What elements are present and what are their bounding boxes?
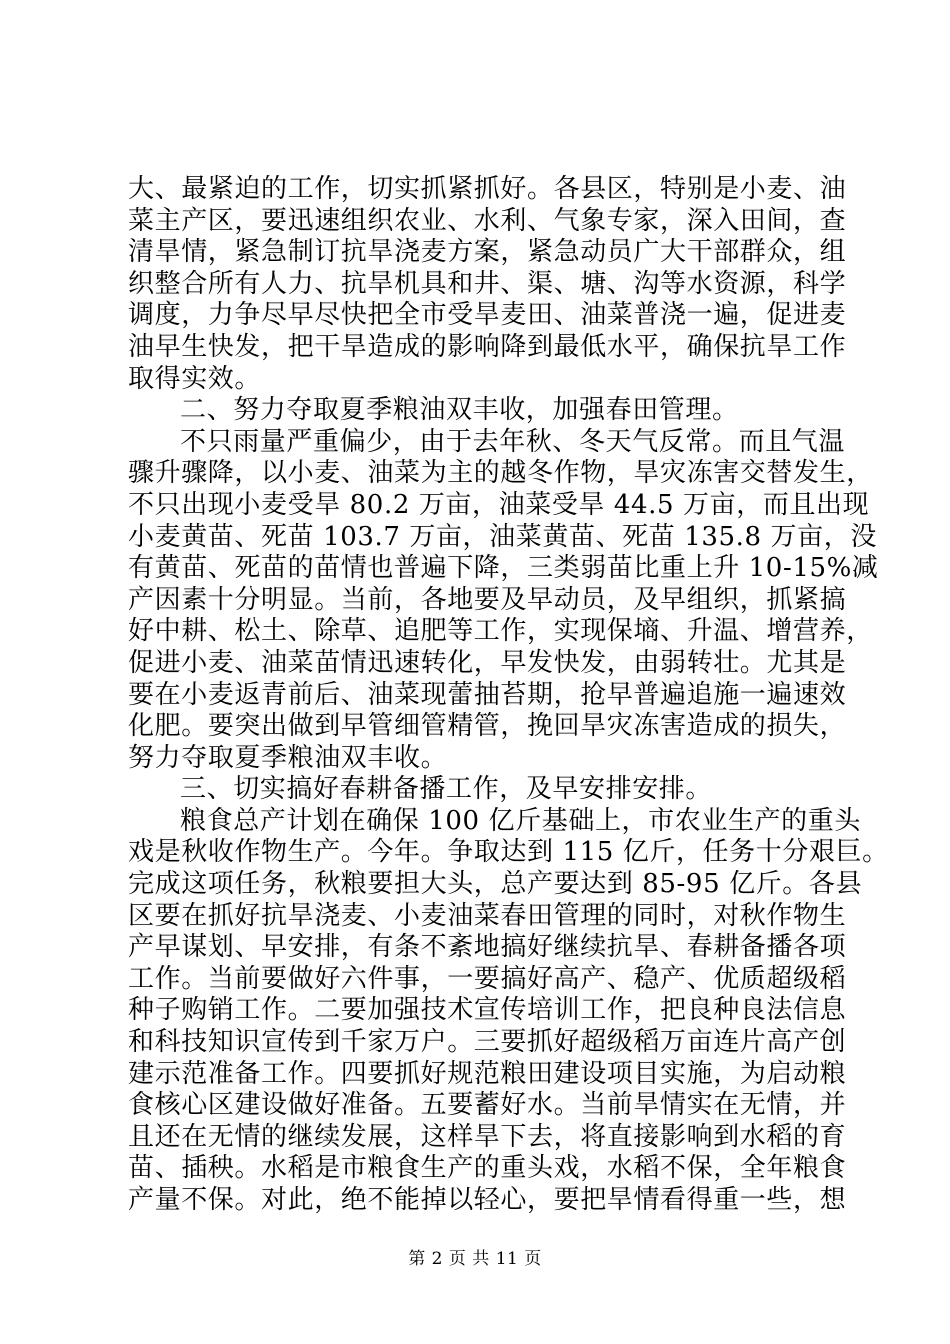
text-line: 产因素十分明显。当前，各地要及早动员，及早组织，抓紧搞 (128, 584, 847, 615)
text-line: 菜主产区，要迅速组织农业、水利、气象专家，深入田间，查 (128, 205, 847, 236)
text-line: 促进小麦、油菜苗情迅速转化，早发快发，由弱转壮。尤其是 (128, 647, 847, 678)
text-line: 好中耕、松土、除草、追肥等工作，实现保墒、升温、增营养， (128, 616, 873, 647)
text-line: 织整合所有人力、抗旱机具和井、渠、塘、沟等水资源，科学 (128, 268, 847, 299)
text-line: 苗、插秧。水稻是市粮食生产的重头戏，水稻不保，全年粮食 (128, 1153, 847, 1184)
text-line: 食核心区建设做好准备。五要蓄好水。当前旱情实在无情，并 (128, 1090, 847, 1121)
text-line: 小麦黄苗、死苗 103.7 万亩，油菜黄苗、死苗 135.8 万亩，没 (128, 521, 877, 552)
text-line: 油早生快发，把干旱造成的影响降到最低水平，确保抗旱工作 (128, 331, 847, 362)
text-line: 大、最紧迫的工作，切实抓紧抓好。各县区，特别是小麦、油 (128, 174, 847, 204)
text-line: 完成这项任务，秋粮要担大头，总产要达到 85-95 亿斤。各县 (128, 869, 863, 900)
text-line: 不只出现小麦受旱 80.2 万亩，油菜受旱 44.5 万亩，而且出现 (128, 489, 870, 520)
text-line: 二、努力夺取夏季粮油双丰收，加强春田管理。 (180, 395, 739, 426)
text-line: 化肥。要突出做到早管细管精管，挽回旱灾冻害造成的损失， (128, 711, 847, 742)
text-line: 戏是秋收作物生产。今年。争取达到 115 亿斤，任务十分艰巨。 (128, 837, 889, 868)
text-line: 粮食总产计划在确保 100 亿斤基础上，市农业生产的重头 (180, 805, 861, 836)
text-line: 三、切实搞好春耕备播工作，及早安排安排。 (180, 774, 713, 805)
text-line: 且还在无情的继续发展，这样旱下去，将直接影响到水稻的育 (128, 1121, 847, 1152)
text-line: 不只雨量严重偏少，由于去年秋、冬天气反常。而且气温 (180, 426, 846, 457)
text-line: 有黄苗、死苗的苗情也普遍下降，三类弱苗比重上升 10-15%减 (128, 553, 879, 584)
text-line: 清旱情，紧急制订抗旱浇麦方案，紧急动员广大干部群众，组 (128, 237, 847, 268)
text-line: 建示范准备工作。四要抓好规范粮田建设项目实施，为启动粮 (128, 1058, 847, 1089)
text-line: 骤升骤降，以小麦、油菜为主的越冬作物，旱灾冻害交替发生， (128, 458, 873, 489)
text-line: 要在小麦返青前后、油菜现蕾抽苔期，抢早普遍追施一遍速效 (128, 679, 847, 710)
text-line: 和科技知识宣传到千家万户。三要抓好超级稻万亩连片高产创 (128, 1027, 847, 1058)
text-line: 取得实效。 (128, 363, 262, 394)
text-line: 努力夺取夏季粮油双丰收。 (128, 742, 448, 773)
document-body (128, 174, 889, 1217)
page-footer: 第 2 页 共 11 页 (408, 1249, 542, 1269)
text-line: 区要在抓好抗旱浇麦、小麦油菜春田管理的同时，对秋作物生 (128, 900, 847, 931)
text-line: 工作。当前要做好六件事，一要搞好高产、稳产、优质超级稻 (128, 963, 847, 994)
text-line: 产早谋划、早安排，有条不紊地搞好继续抗旱、春耕备播各项 (128, 932, 847, 963)
text-line: 调度，力争尽早尽快把全市受旱麦田、油菜普浇一遍，促进麦 (128, 300, 847, 331)
text-line: 种子购销工作。二要加强技术宣传培训工作，把良种良法信息 (128, 995, 847, 1026)
text-line: 产量不保。对此，绝不能掉以轻心，要把旱情看得重一些，想 (128, 1185, 847, 1215)
